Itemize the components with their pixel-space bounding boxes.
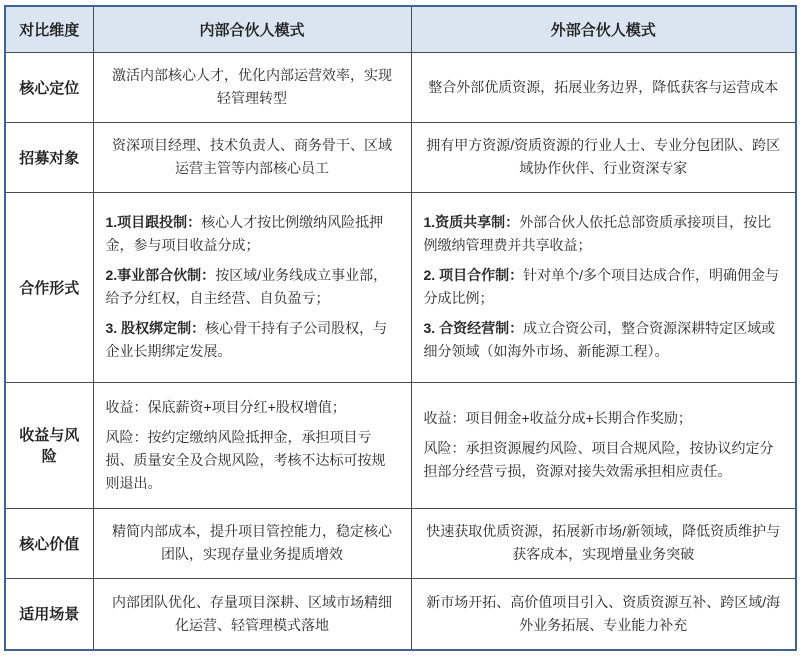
table-row	[5, 122, 796, 192]
cell-paragraph: 快速获取优质资源，拓展新市场/新领域，降低资质维护与获客成本，实现增量业务突破	[426, 523, 781, 562]
table-body	[5, 52, 796, 650]
cell-paragraph: 2. 项目合作制：针对单个/多个项目达成合作，明确佣金与分成比例；	[423, 267, 779, 306]
external-model-cell	[411, 192, 796, 382]
header-row	[5, 6, 796, 52]
partner-model-comparison-table	[4, 5, 797, 651]
header-dimension: 对比维度	[5, 6, 93, 52]
cell-paragraph: 收益：保底薪资+项目分红+股权增值；	[105, 398, 346, 415]
cell-paragraph: 3. 合资经营制：成立合资公司，整合资源深耕特定区域或细分领域（如海外市场、新能源工程）。	[423, 320, 776, 359]
cell-paragraph: 2.事业部合伙制：按区域/业务线成立事业部，给予分红权，自主经营、自负盈亏；	[105, 267, 388, 306]
row-label: 适用场景	[5, 578, 93, 650]
internal-model-cell	[93, 382, 411, 508]
header-external-model: 外部合伙人模式	[411, 6, 796, 52]
paragraph-lead-bold: 3. 股权绑定制：	[105, 320, 206, 336]
row-label: 核心价值	[5, 508, 93, 578]
cell-paragraph: 拥有甲方资源/资质资源的行业人士、专业分包团队、跨区域协作伙伴、行业资深专家	[426, 137, 781, 176]
paragraph-lead-bold: 3. 合资经营制：	[423, 320, 524, 336]
cell-paragraph: 风险：按约定缴纳风险抵押金，承担项目亏损、质量安全及合规风险，考核不达标可按规则退出。	[105, 428, 386, 491]
paragraph-lead-bold: 1.项目跟投制：	[105, 214, 202, 230]
table-row	[5, 192, 796, 382]
internal-model-cell	[93, 192, 411, 382]
paragraph-lead-bold: 2. 项目合作制：	[423, 267, 524, 283]
paragraph-lead-bold: 2.事业部合伙制：	[105, 267, 216, 283]
paragraph-lead-bold: 1.资质共享制：	[423, 214, 520, 230]
cell-paragraph: 1.资质共享制：外部合伙人依托总部资质承接项目，按比例缴纳管理费并共享收益；	[423, 214, 772, 253]
cell-paragraph: 收益：项目佣金+收益分成+长期合作奖励；	[423, 410, 692, 426]
table-row	[5, 382, 796, 508]
external-model-cell	[411, 508, 796, 578]
external-model-cell	[411, 382, 796, 508]
external-model-cell	[411, 578, 796, 650]
table-row	[5, 578, 796, 650]
table-row	[5, 52, 796, 122]
cell-paragraph: 整合外部优质资源，拓展业务边界，降低获客与运营成本	[428, 78, 779, 95]
cell-paragraph: 资深项目经理、技术负责人、商务骨干、区域运营主管等内部核心员工	[112, 137, 392, 176]
row-label: 核心定位	[5, 52, 93, 122]
row-label: 招募对象	[5, 122, 93, 192]
internal-model-cell	[93, 52, 411, 122]
table-header	[5, 6, 796, 52]
table-row	[5, 508, 796, 578]
cell-paragraph: 1.项目跟投制：核心人才按比例缴纳风险抵押金，参与项目收益分成；	[105, 214, 384, 253]
cell-paragraph: 风险：承担资源履约风险、项目合规风险，按协议约定分担部分经营亏损，资源对接失效需承担相应责任。	[423, 440, 774, 479]
cell-paragraph: 3. 股权绑定制：核心骨干持有子公司股权，与企业长期绑定发展。	[105, 320, 388, 359]
row-label: 收益与风险	[5, 382, 93, 508]
header-internal-model: 内部合伙人模式	[93, 6, 411, 52]
cell-paragraph: 新市场开拓、高价值项目引入、资质资源互补、跨区域/海外业务拓展、专业能力补充	[426, 593, 781, 633]
cell-paragraph: 精简内部成本，提升项目管控能力，稳定核心团队，实现存量业务提质增效	[112, 523, 392, 562]
external-model-cell	[411, 52, 796, 122]
row-label: 合作形式	[5, 192, 93, 382]
internal-model-cell	[93, 578, 411, 650]
cell-paragraph: 内部团队优化、存量项目深耕、区域市场精细化运营、轻管理模式落地	[112, 593, 392, 633]
internal-model-cell	[93, 122, 411, 192]
internal-model-cell	[93, 508, 411, 578]
external-model-cell	[411, 122, 796, 192]
cell-paragraph: 激活内部核心人才，优化内部运营效率，实现轻管理转型	[112, 67, 392, 106]
